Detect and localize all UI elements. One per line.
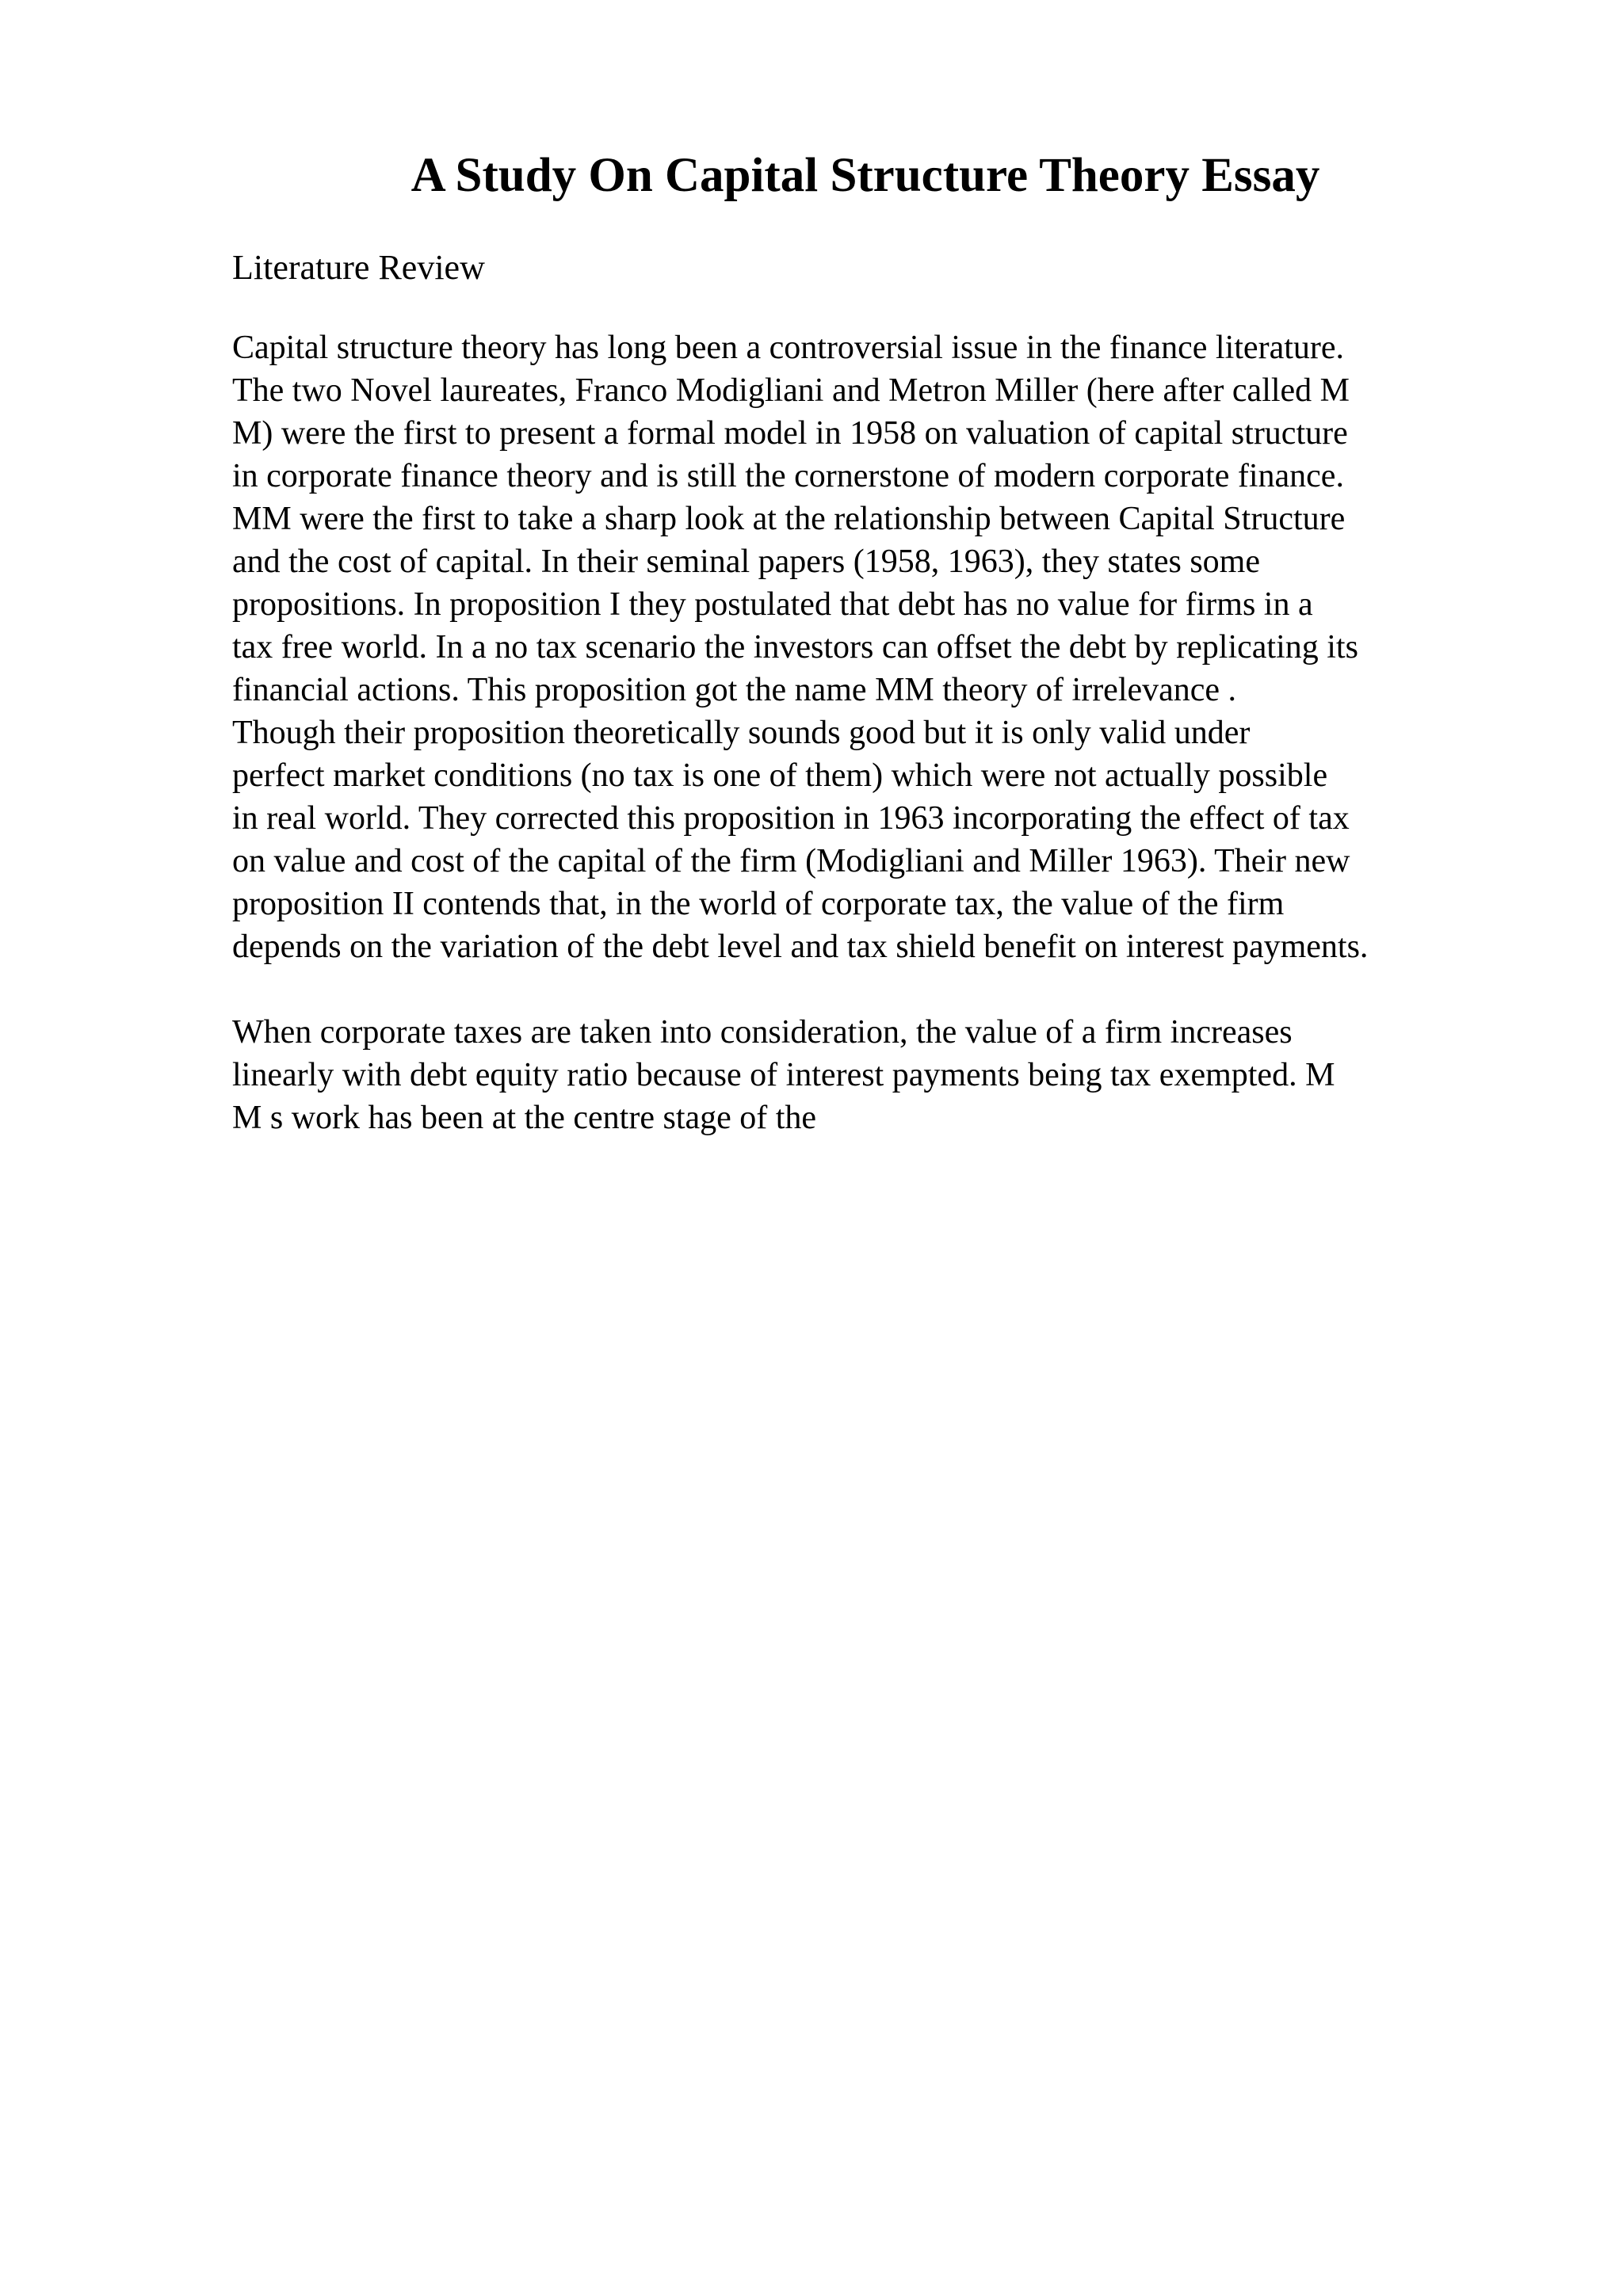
paragraph-line: linearly with debt equity ratio because of interest payments being tax exempted. M (232, 1057, 1335, 1093)
paragraph-line: MM were the first to take a sharp look at the relationship between Capital Structure (232, 501, 1346, 537)
paragraph-line: in real world. They corrected this proposition in 1963 incorporating the effect of tax (232, 800, 1350, 837)
paragraph-1 (232, 326, 1595, 968)
paragraph-line: on value and cost of the capital of the firm (Modigliani and Miller 1963). Their new (232, 843, 1350, 879)
paragraph-line: M) were the first to present a formal model in 1958 on valuation of capital structure (232, 415, 1348, 452)
paragraph-line: Capital structure theory has long been a controversial issue in the finance literature. (232, 330, 1345, 366)
section-heading: Literature Review (232, 248, 485, 287)
paragraph-line: propositions. In proposition I they postulated that debt has no value for firms in a (232, 586, 1313, 623)
paragraph-line: tax free world. In a no tax scenario the investors can offset the debt by replicating its (232, 629, 1358, 666)
paragraph-line: financial actions. This proposition got the name MM theory of irrelevance . (232, 672, 1237, 708)
paragraph-line: perfect market conditions (no tax is one of them) which were not actually possible (232, 757, 1328, 794)
paragraph-line: Though their proposition theoretically sounds good but it is only valid under (232, 715, 1251, 751)
paragraph-line: M s work has been at the centre stage of the (232, 1100, 817, 1136)
document-body (232, 244, 1595, 1182)
paragraph-line: proposition II contends that, in the world of corporate tax, the value of the firm (232, 886, 1285, 922)
paragraph-line: When corporate taxes are taken into consideration, the value of a firm increases (232, 1014, 1293, 1051)
paragraph-line: and the cost of capital. In their seminal papers (1958, 1963), they states some (232, 543, 1260, 580)
paragraph-line: in corporate finance theory and is still the cornerstone of modern corporate finance. (232, 458, 1344, 494)
paragraph-line: depends on the variation of the debt level and tax shield benefit on interest payments. (232, 929, 1369, 965)
document-title: A Study On Capital Structure Theory Essay (411, 149, 1320, 202)
paragraph-2 (232, 1011, 1595, 1139)
paragraph-line: The two Novel laureates, Franco Modigliani and Metron Miller (here after called M (232, 372, 1350, 409)
